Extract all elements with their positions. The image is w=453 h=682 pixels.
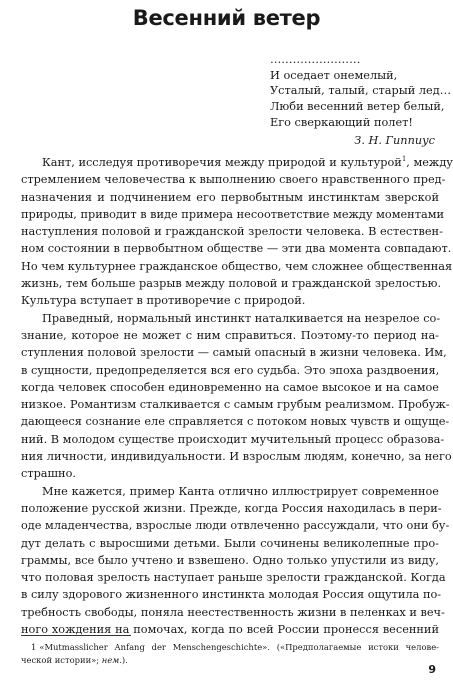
body-line: дут делать с выросшими детьми. Были сочинены великолепные про- (21, 536, 439, 550)
body-line (21, 154, 453, 171)
body-line: положение русской жизни. Прежде, когда Россия находилась в пери- (21, 501, 442, 515)
body-line: когда человек способен единовременно на самое высокое и на самое (21, 380, 439, 394)
body-line: стремлением человечества к выполнению своего нравственного пред- (21, 173, 446, 187)
epigraph-line: Усталый, талый, старый лед… (270, 84, 451, 98)
body-line: страшно. (21, 467, 76, 481)
chapter-title: Весенний ветер (132, 6, 321, 30)
body-line: наступления половой и гражданской зрелости человека. В естествен- (21, 225, 443, 239)
body-line: оде младенчества, взрослые люди отвлеченно рассуждали, что они бу- (21, 519, 450, 533)
footnote-mark: 1 (31, 642, 37, 652)
epigraph-line: Люби весенний ветер белый, (270, 100, 445, 114)
epigraph-author: З. Н. Гиппиус (354, 133, 435, 147)
footnote (21, 641, 439, 667)
body-line: Праведный, нормальный инстинкт наталкивается на незрелое со- (42, 311, 441, 325)
body-line: природы, приводит в виде примера несоответствие между моментами (21, 207, 445, 221)
body-line: что половая зрелость наступает раньше зрелости гражданской. Когда (21, 571, 446, 585)
body-line-tail: , между (406, 156, 453, 169)
body-line: в силу здорового жизненного инстинкта молодая Россия ощутила по- (21, 588, 442, 602)
body-line: в сущности, предопределяется вся его судьба. Это эпоха раздвоения, (21, 363, 440, 377)
body-line: граммы, все было учтено и взвешено. Одно только упустили из виду, (21, 553, 439, 567)
body-line: Культура вступает в противоречие с природой. (21, 294, 306, 308)
footnote-lang-note: нем. (101, 655, 122, 665)
epigraph-line: Его сверкающий полет! (270, 115, 413, 129)
footnote-line (21, 641, 439, 654)
body-line: ния личности, индивидуальности. И взрослым людям, конечно, за него (21, 450, 452, 464)
body-line: ном состоянии в первобытном обществе — эти два момента совпадают. (21, 242, 452, 256)
body-line: дающееся сознание еле справляется с потоком новых чувств и ощуще- (21, 415, 450, 429)
body-line: ний. В молодом существе происходит мучительный процесс образова- (21, 432, 445, 446)
body-line: назначения и подчинением его первобытным инстинктам зверской (21, 190, 439, 204)
body-line: низкое. Романтизм сталкивается с самым грубым реализмом. Пробуж- (21, 398, 450, 412)
body-line: ного хождения на помочах, когда по всей России пронесся весенний (21, 623, 439, 637)
footnote-divider (21, 635, 131, 636)
epigraph-line: …………………… (270, 53, 361, 66)
footnote-line (21, 654, 439, 667)
epigraph-line: И оседает онемелый, (270, 68, 398, 82)
footnote-text: ческой истории»; (21, 655, 102, 665)
body-line: Но чем культурнее гражданское общество, чем сложнее общественная (21, 259, 453, 273)
page-number: 9 (428, 663, 436, 676)
footnote-ref: 1 (401, 155, 407, 164)
body-line: Мне кажется, пример Канта отлично иллюстрирует современное (42, 484, 439, 498)
body-text (21, 154, 453, 638)
epigraph (270, 52, 451, 148)
body-line: требность свободы, поняла неестественность жизни в пеленках и веч- (21, 605, 445, 619)
footnote-text-end: ). (121, 655, 128, 665)
body-line: жизнь, тем больше разрыв между половой и гражданской зрелостью. (21, 277, 442, 291)
body-line-text: Кант, исследуя противоречия между природой и культурой (42, 156, 402, 169)
footnote-text: «Mutmasslicher Anfang der Menschengeschichte». («Предполагаемые истоки челове- (39, 642, 439, 652)
body-line: ступления половой зрелости — самый опасный в жизни человека. Им, (21, 346, 447, 360)
body-line: знание, которое не может с ним справиться. Поэтому-то период на- (21, 328, 439, 342)
